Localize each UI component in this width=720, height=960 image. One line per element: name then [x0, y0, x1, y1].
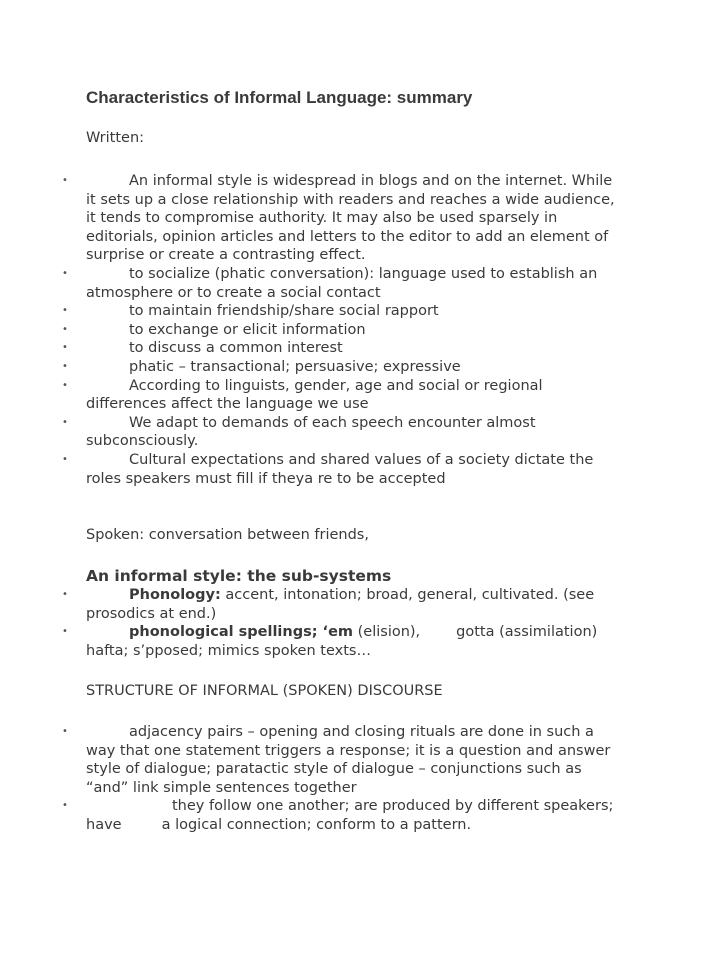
list-item	[0, 358, 616, 377]
page-title: Characteristics of Informal Language: summary	[86, 88, 473, 107]
bullet: •	[62, 800, 68, 812]
bullet: •	[62, 379, 68, 391]
phonology-term: Phonology:	[129, 587, 221, 603]
spellings-text: gotta (assimilation) hafta; s’pposed; mimics spoken texts…	[86, 624, 598, 659]
structure-heading: STRUCTURE OF INFORMAL (SPOKEN) DISCOURSE	[86, 683, 443, 699]
written-label: Written:	[86, 130, 145, 146]
bullet: •	[62, 342, 68, 354]
bullet: •	[62, 323, 68, 335]
structure-list	[0, 723, 720, 835]
list-item-text: to discuss a common interest	[129, 340, 343, 357]
list-item-text: According to linguists, gender, age and social or regional differences affect the language we use	[86, 377, 543, 413]
list-item-text: phatic – transactional; persuasive; expressive	[129, 358, 461, 375]
list-item-text-continued: a logical connection; conform to a pattern.	[161, 816, 472, 833]
list-item	[0, 451, 616, 488]
list-item	[0, 302, 616, 321]
list-item-text: An informal style is widespread in blogs and on the internet. While it sets up a close relationship with readers and reaches a wide audience, it tends to compromise authority. It may also be used sparsely in editorials, opinion articles and letters to the editor to add an element of surprise or create a contrasting effect.	[86, 173, 615, 264]
bullet: •	[62, 267, 68, 279]
list-item-text: they follow one another; are produced by different speakers; have	[86, 798, 614, 833]
list-item-text: to exchange or elicit information	[129, 321, 366, 338]
bullet: •	[62, 726, 68, 737]
list-item	[0, 623, 616, 660]
bullet: •	[62, 305, 68, 317]
spellings-term: phonological spellings; ‘em	[129, 624, 354, 641]
written-list	[0, 172, 720, 488]
list-item	[0, 172, 616, 265]
list-item-text: Cultural expectations and shared values of a society dictate the roles speakers must fill if theya re to be accepted	[86, 451, 594, 487]
bullet: •	[62, 626, 68, 638]
list-item	[0, 414, 616, 451]
list-item-text: to socialize (phatic conversation): language used to establish an atmosphere or to create a social contact	[86, 265, 598, 301]
list-item-text: adjacency pairs – opening and closing rituals are done in such a way that one statement triggers a response; it is a question and answer style of dialogue; paratactic style of dialogue – conjunctions such as “and” link simple sentences together	[86, 724, 611, 796]
subsystems-list	[0, 586, 720, 660]
list-item	[0, 723, 616, 797]
bullet: •	[62, 360, 68, 372]
list-item	[0, 797, 616, 834]
list-item	[0, 586, 616, 623]
list-item	[0, 377, 616, 414]
bullet: •	[62, 453, 68, 465]
list-item	[0, 265, 616, 302]
phonology-text: accent, intonation; broad, general, cultivated. (see prosodics at end.)	[86, 587, 595, 622]
subsystems-heading: An informal style: the sub-systems	[86, 567, 392, 585]
list-item	[0, 321, 616, 340]
spoken-label: Spoken: conversation between friends,	[86, 527, 369, 543]
list-item-text: to maintain friendship/share social rapport	[129, 303, 439, 320]
bullet: •	[62, 589, 68, 600]
list-item	[0, 339, 616, 358]
spellings-elision: (elision),	[357, 624, 421, 641]
list-item-text: We adapt to demands of each speech encounter almost subconsciously.	[86, 414, 536, 450]
bullet: •	[62, 175, 68, 186]
bullet: •	[62, 416, 68, 428]
